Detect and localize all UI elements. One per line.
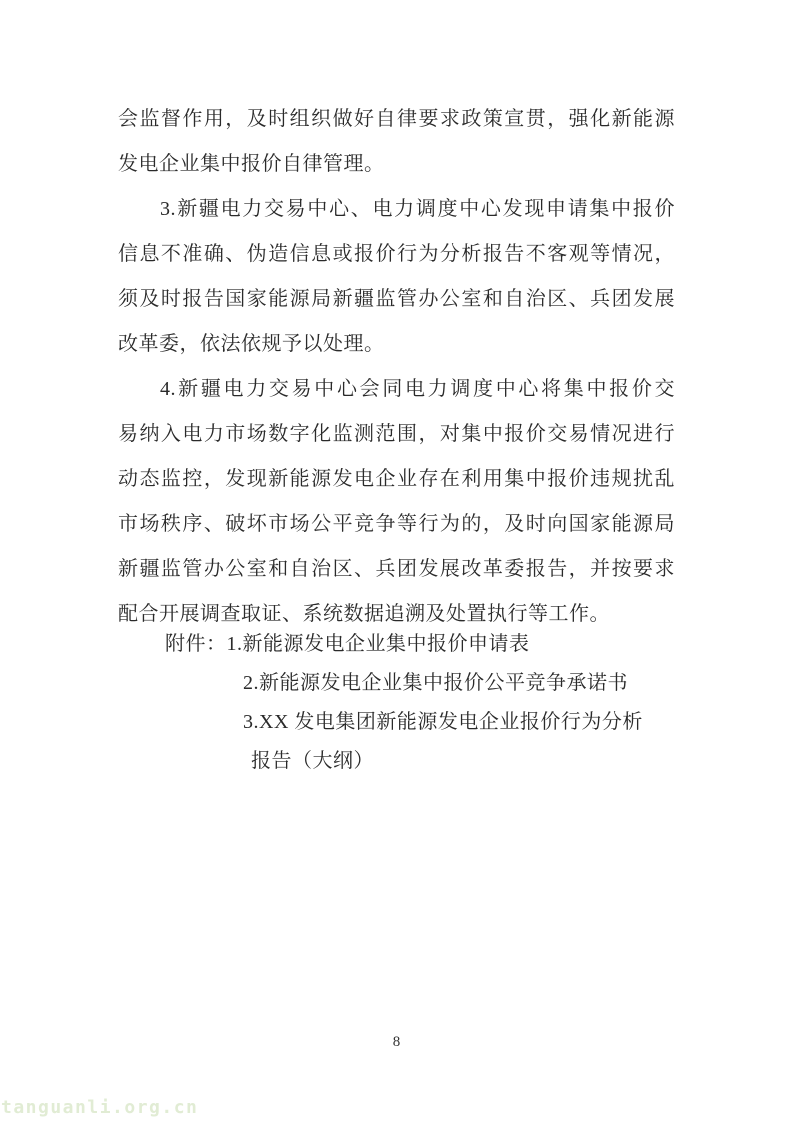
body-line: 信息不准确、伪造信息或报价行为分析报告不客观等情况， (118, 243, 675, 265)
body-line: 3.新疆电力交易中心、电力调度中心发现申请集中报价 (160, 198, 675, 220)
body-line: 易纳入电力市场数字化监测范围，对集中报价交易情况进行 (118, 423, 675, 445)
body-line: 会监督作用，及时组织做好自律要求政策宣贯，强化新能源 (118, 108, 675, 130)
body-line: 改革委，依法依规予以处理。 (118, 333, 385, 355)
body-line: 市场秩序、破坏市场公平竞争等行为的，及时向国家能源局 (118, 513, 675, 535)
document-body (118, 97, 675, 637)
body-line: 发电企业集中报价自律管理。 (118, 153, 385, 175)
attachment-line: 报告（大纲） (251, 750, 374, 772)
page-number: 8 (392, 1034, 401, 1050)
attachment-line: 3.XX 发电集团新能源发电企业报价行为分析 (243, 711, 643, 733)
body-line: 动态监控，发现新能源发电企业存在利用集中报价违规扰乱 (118, 468, 675, 490)
body-line: 配合开展调查取证、系统数据追溯及处置执行等工作。 (118, 603, 610, 625)
attachment-line: 2.新能源发电企业集中报价公平竞争承诺书 (243, 672, 628, 694)
body-line: 4.新疆电力交易中心会同电力调度中心将集中报价交 (160, 378, 675, 400)
body-line: 新疆监管办公室和自治区、兵团发展改革委报告，并按要求 (118, 558, 675, 580)
attachment-list (118, 625, 718, 781)
watermark-text: tanguanli.org.cn (1, 1097, 199, 1118)
body-line: 须及时报告国家能源局新疆监管办公室和自治区、兵团发展 (118, 288, 675, 310)
attachment-line: 附件：1.新能源发电企业集中报价申请表 (165, 633, 530, 655)
